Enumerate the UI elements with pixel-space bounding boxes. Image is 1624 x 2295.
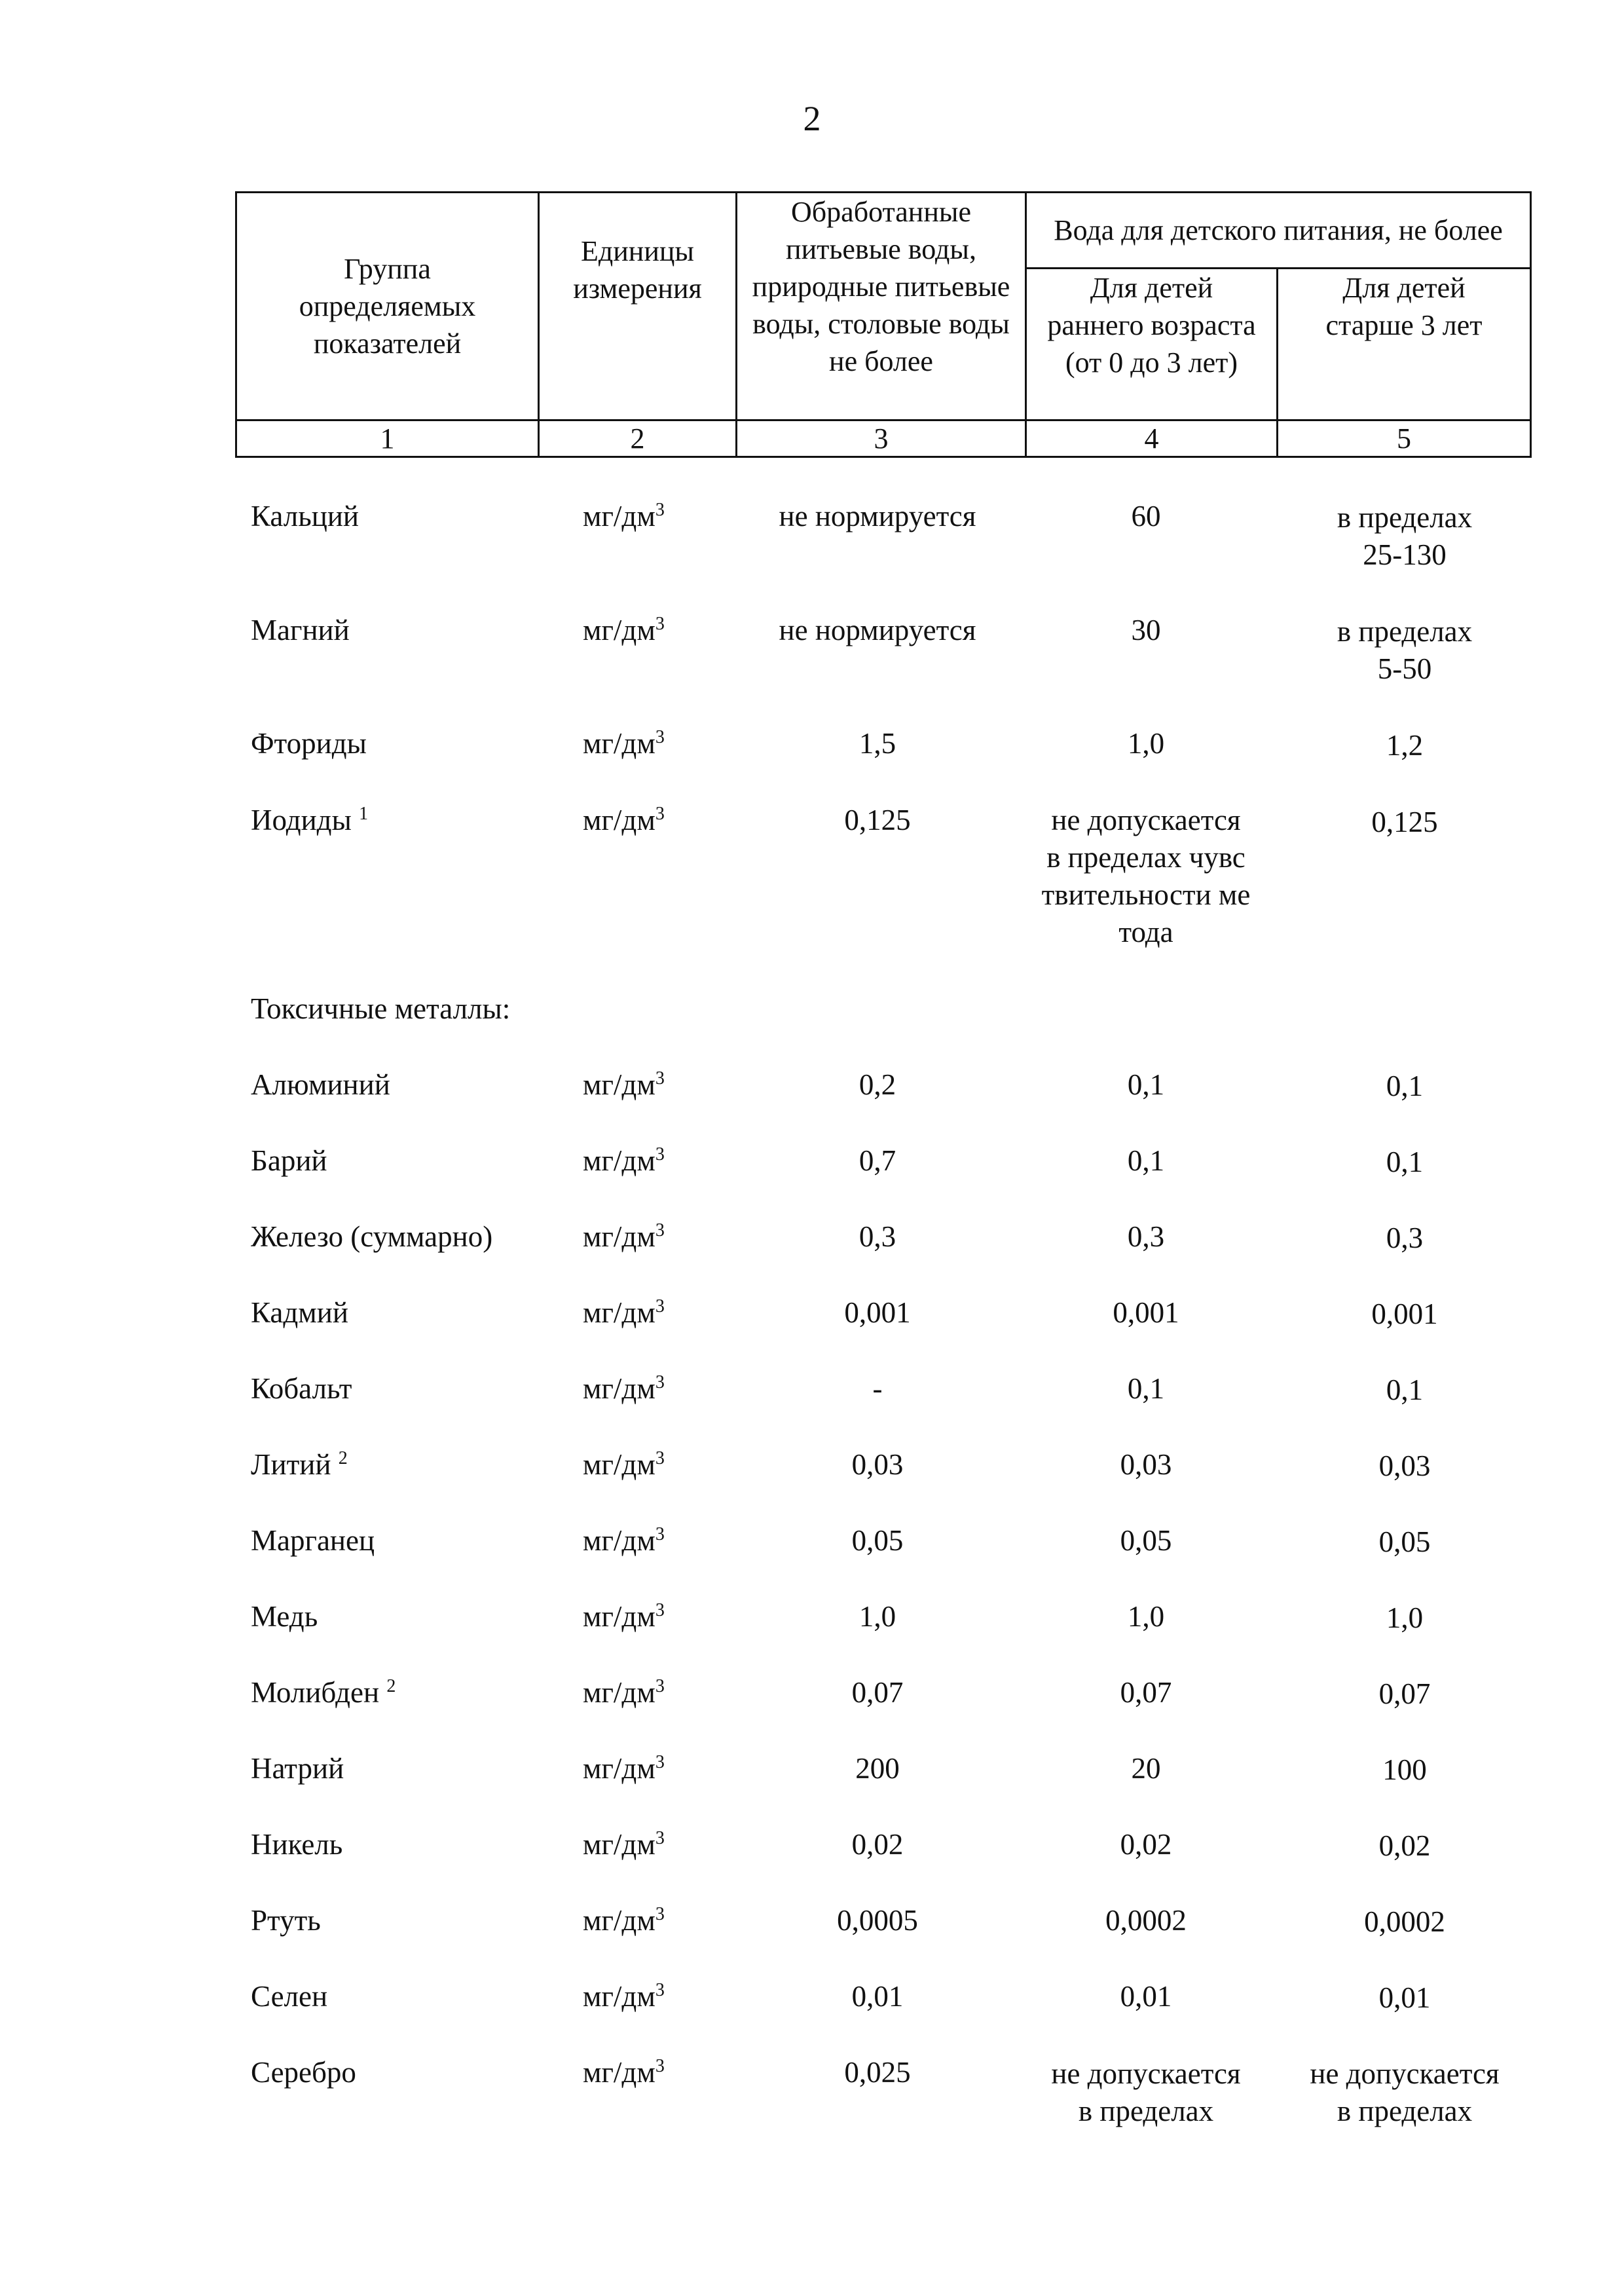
row-value-3: 0,3 bbox=[858, 1220, 896, 1253]
row-value-5: 0,01 bbox=[1378, 1981, 1431, 2014]
row-value-5: 0,125 bbox=[1371, 806, 1438, 838]
row-unit: $мг/дм^3$ bbox=[583, 1296, 665, 1329]
row-value-5: 0,0002 bbox=[1364, 1905, 1445, 1938]
row-unit: $мг/дм^3$ bbox=[583, 2056, 665, 2089]
row-unit: $мг/дм^3$ bbox=[583, 1828, 665, 1861]
col-number-2: 2 bbox=[539, 420, 737, 457]
row-unit: $мг/дм^3$ bbox=[583, 804, 665, 836]
row-value-4: 0,02 bbox=[1120, 1828, 1172, 1861]
row-value-4: 60 bbox=[1131, 500, 1161, 532]
row-value-3: 0,01 bbox=[851, 1980, 904, 2013]
row-value-5: 0,07 bbox=[1378, 1677, 1431, 1710]
row-name: Марганец bbox=[251, 1524, 375, 1557]
row-value-3: 0,02 bbox=[851, 1828, 904, 1861]
row-name: Серебро bbox=[251, 2056, 356, 2089]
row-unit: $мг/дм^3$ bbox=[583, 1904, 665, 1937]
row-value-5: 0,05 bbox=[1378, 1525, 1431, 1558]
row-value-4: 0,1 bbox=[1127, 1068, 1165, 1101]
section-toxic-metals: Токсичные металлы: bbox=[251, 992, 511, 1025]
row-value-4: 20 bbox=[1131, 1752, 1161, 1785]
row-value-4: 0,001 bbox=[1113, 1296, 1179, 1329]
row-value-5: 0,001 bbox=[1371, 1297, 1438, 1330]
row-unit: $мг/дм^3$ bbox=[583, 1676, 665, 1709]
row-value-4: не допускается в пределах чувствительности метода bbox=[1041, 804, 1251, 948]
row-name: Алюминий bbox=[251, 1068, 390, 1101]
row-name: Ртуть bbox=[251, 1904, 321, 1937]
row-value-5: 0,1 bbox=[1386, 1373, 1424, 1406]
row-value-3: 0,125 bbox=[844, 804, 911, 836]
row-name: Молибден $^2$ bbox=[251, 1676, 396, 1709]
row-name: Фториды bbox=[251, 727, 367, 760]
row-name: Кобальт bbox=[251, 1372, 352, 1405]
row-value-3: 0,03 bbox=[851, 1448, 904, 1481]
page-number: 2 bbox=[803, 99, 821, 138]
row-value-5: 0,1 bbox=[1386, 1146, 1424, 1178]
row-name: Медь bbox=[251, 1600, 318, 1633]
row-name: Кальций bbox=[251, 500, 360, 532]
row-value-5: в пределах 5-50 bbox=[1337, 615, 1473, 685]
row-value-5: 0,1 bbox=[1386, 1070, 1424, 1102]
row-value-4: не допускается в пределах bbox=[1051, 2057, 1241, 2127]
row-value-4: 0,0002 bbox=[1105, 1904, 1187, 1937]
row-value-3: не нормируется bbox=[779, 500, 976, 532]
row-value-3: 0,0005 bbox=[837, 1904, 918, 1937]
row-unit: $мг/дм^3$ bbox=[583, 1980, 665, 2013]
row-name: Железо (суммарно) bbox=[251, 1220, 493, 1253]
row-value-4: 0,03 bbox=[1120, 1448, 1172, 1481]
row-unit: $мг/дм^3$ bbox=[583, 1144, 665, 1177]
row-value-3: 1,0 bbox=[858, 1600, 896, 1633]
row-unit: $мг/дм^3$ bbox=[583, 1752, 665, 1785]
col-number-3: 3 bbox=[737, 420, 1026, 457]
row-unit: $мг/дм^3$ bbox=[583, 500, 665, 532]
row-unit: $мг/дм^3$ bbox=[583, 1068, 665, 1101]
row-unit: $мг/дм^3$ bbox=[583, 614, 665, 646]
col-number-1: 1 bbox=[236, 420, 539, 457]
header-early-age: Для детей раннего возраста (от 0 до 3 лет) bbox=[1026, 269, 1278, 420]
row-value-4: 1,0 bbox=[1127, 1600, 1165, 1633]
row-value-5: 100 bbox=[1382, 1753, 1427, 1786]
header-over-3: Для детей старше 3 лет bbox=[1278, 269, 1531, 420]
header-group: Группа определяемых показателей bbox=[236, 193, 539, 420]
row-value-4: 30 bbox=[1131, 614, 1161, 646]
row-name: Кадмий bbox=[251, 1296, 348, 1329]
header-baby-water: Вода для детского питания, не более bbox=[1026, 193, 1531, 269]
row-value-4: 1,0 bbox=[1127, 727, 1165, 760]
header-units: Единицы измерения bbox=[539, 193, 737, 420]
col-number-5: 5 bbox=[1278, 420, 1531, 457]
row-name: Никель bbox=[251, 1828, 343, 1861]
row-name: Литий $^2$ bbox=[251, 1448, 348, 1481]
row-unit: $мг/дм^3$ bbox=[583, 1448, 665, 1481]
row-name: Барий bbox=[251, 1144, 327, 1177]
row-value-5: в пределах 25-130 bbox=[1337, 501, 1473, 571]
row-value-5: не допускается в пределах bbox=[1310, 2057, 1500, 2127]
row-name: Натрий bbox=[251, 1752, 344, 1785]
row-value-3: не нормируется bbox=[779, 614, 976, 646]
row-value-5: 1,0 bbox=[1386, 1601, 1424, 1634]
row-value-4: 0,1 bbox=[1127, 1144, 1165, 1177]
row-value-3: 200 bbox=[855, 1752, 900, 1785]
row-unit: $мг/дм^3$ bbox=[583, 727, 665, 760]
row-value-4: 0,01 bbox=[1120, 1980, 1172, 2013]
row-value-3: 1,5 bbox=[858, 727, 896, 760]
row-value-3: 0,7 bbox=[858, 1144, 896, 1177]
row-unit: $мг/дм^3$ bbox=[583, 1372, 665, 1405]
row-value-3: 0,001 bbox=[844, 1296, 911, 1329]
row-unit: $мг/дм^3$ bbox=[583, 1524, 665, 1557]
row-value-5: 0,3 bbox=[1386, 1222, 1424, 1254]
row-value-4: 0,1 bbox=[1127, 1372, 1165, 1405]
row-value-4: 0,07 bbox=[1120, 1676, 1172, 1709]
row-value-3: 0,025 bbox=[844, 2056, 911, 2089]
row-value-4: 0,05 bbox=[1120, 1524, 1172, 1557]
row-value-3: - bbox=[872, 1372, 883, 1405]
row-value-3: 0,2 bbox=[858, 1068, 896, 1101]
row-value-3: 0,05 bbox=[851, 1524, 904, 1557]
row-unit: $мг/дм^3$ bbox=[583, 1600, 665, 1633]
row-value-5: 0,03 bbox=[1378, 1449, 1431, 1482]
row-value-5: 1,2 bbox=[1386, 729, 1424, 762]
row-unit: $мг/дм^3$ bbox=[583, 1220, 665, 1253]
header-treated-water: Обработанные питьевые воды, природные питьевые воды, столовые воды не более bbox=[737, 193, 1026, 420]
row-name: Иодиды $^1$ bbox=[251, 804, 369, 836]
header-table bbox=[235, 191, 1532, 458]
row-name: Селен bbox=[251, 1980, 328, 2013]
col-number-4: 4 bbox=[1026, 420, 1278, 457]
row-value-5: 0,02 bbox=[1378, 1829, 1431, 1862]
row-value-4: 0,3 bbox=[1127, 1220, 1165, 1253]
row-value-3: 0,07 bbox=[851, 1676, 904, 1709]
row-name: Магний bbox=[251, 614, 350, 646]
